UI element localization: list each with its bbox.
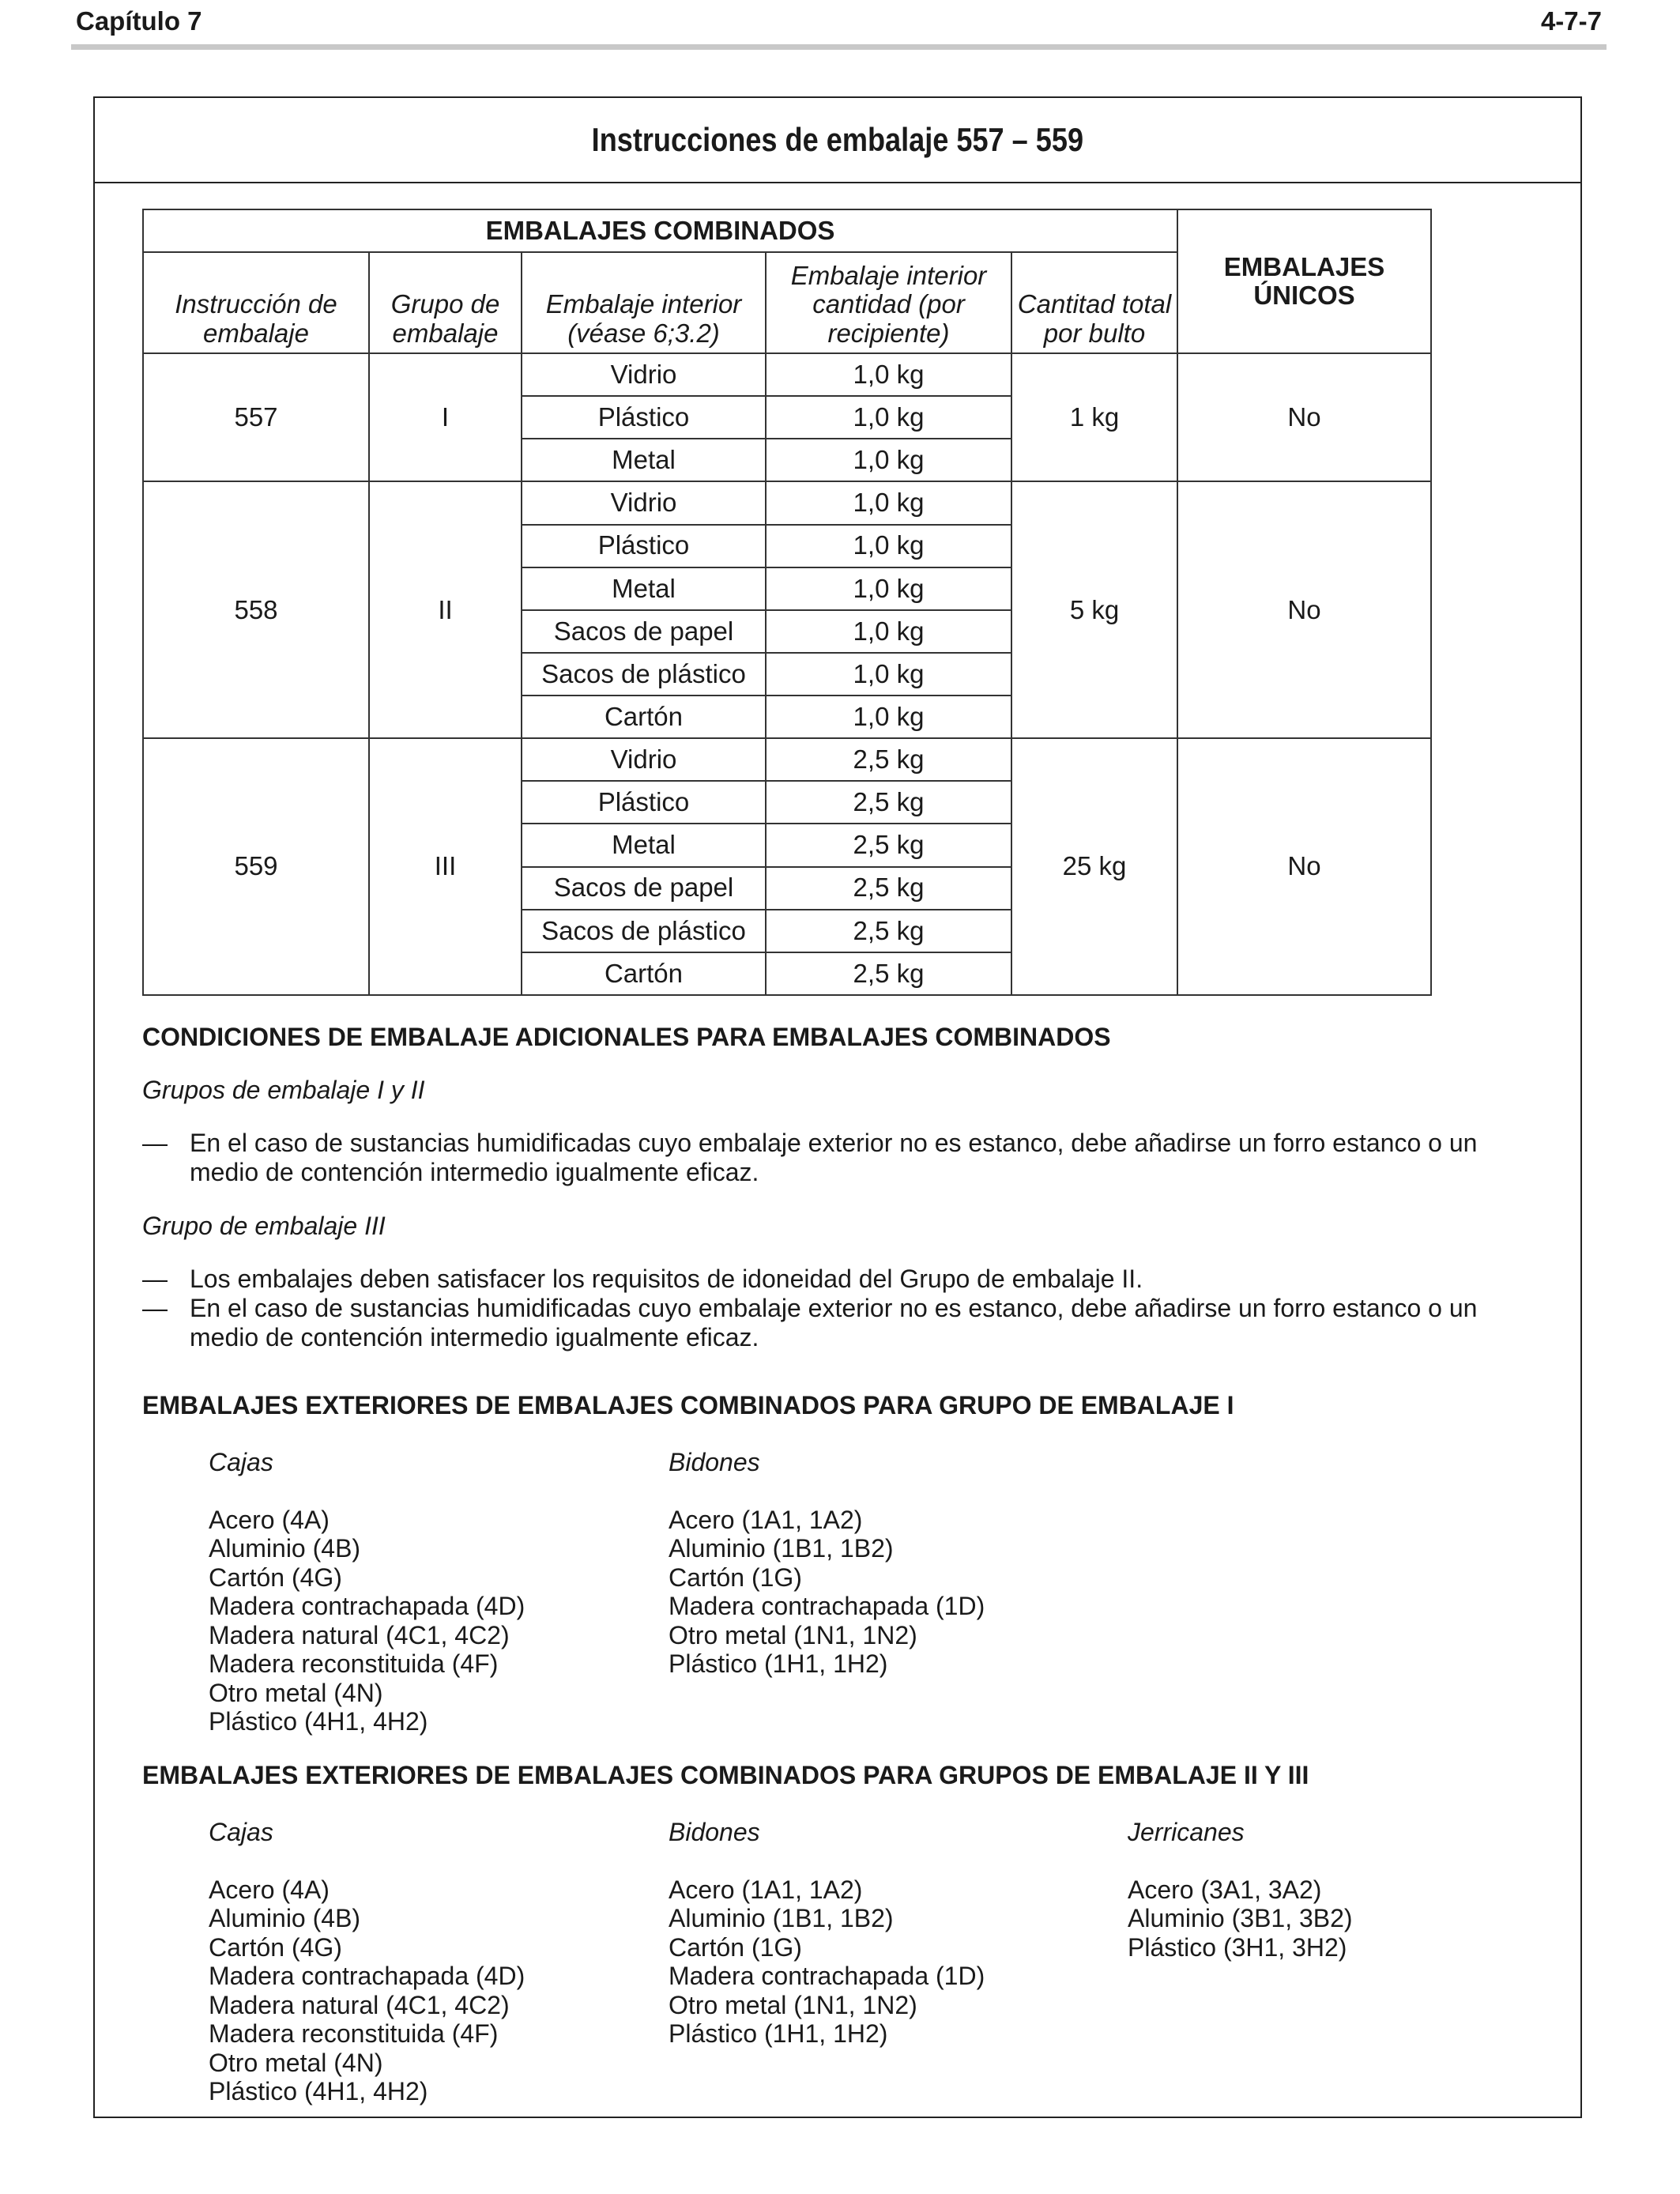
page-header <box>71 6 1607 50</box>
inner-packaging-cell: Vidrio <box>522 481 766 524</box>
packing-instructions-table <box>142 209 1432 996</box>
packaging-item: Madera reconstituida (4F) <box>209 1649 499 1678</box>
outer2-column <box>669 1818 985 2049</box>
title-bar <box>95 98 1580 183</box>
table-row <box>143 481 1431 524</box>
packaging-item: Otro metal (4N) <box>209 1678 383 1707</box>
bullet-text: En el caso de sustancias humidificadas cuyo embalaje exterior no es estanco, debe añadirse un forro estanco o un medio de contención intermedio igualmente eficaz. <box>190 1129 1478 1186</box>
inner-packaging-cell: Metal <box>522 567 766 610</box>
column-heading: Cajas <box>209 1448 273 1476</box>
column-header: Embalaje interior cantidad (por recipiente) <box>766 252 1011 353</box>
column-heading: Jerricanes <box>1128 1818 1245 1846</box>
packaging-item: Otro metal (1N1, 1N2) <box>669 1990 917 2019</box>
conditions-subheading: Grupo de embalaje III <box>142 1212 386 1240</box>
table-row <box>143 353 1431 396</box>
table-row <box>143 738 1431 781</box>
inner-quantity-cell: 1,0 kg <box>766 567 1011 610</box>
single-packaging-cell: No <box>1177 353 1431 481</box>
instruction-cell: 558 <box>143 481 369 738</box>
inner-packaging-cell: Sacos de plástico <box>522 653 766 696</box>
dash-marker: — <box>142 1294 168 1322</box>
total-quantity-cell: 5 kg <box>1011 481 1177 738</box>
packaging-item: Acero (1A1, 1A2) <box>669 1875 863 1904</box>
column-heading: Bidones <box>669 1818 760 1846</box>
packaging-item: Madera reconstituida (4F) <box>209 2019 499 2048</box>
column-header: Instrucción de embalaje <box>143 252 369 353</box>
inner-quantity-cell: 1,0 kg <box>766 439 1011 481</box>
packaging-item: Madera contrachapada (1D) <box>669 1592 985 1620</box>
total-quantity-cell: 1 kg <box>1011 353 1177 481</box>
inner-quantity-cell: 1,0 kg <box>766 396 1011 439</box>
inner-quantity-cell: 2,5 kg <box>766 867 1011 910</box>
chapter-label: Capítulo 7 <box>76 6 202 36</box>
conditions-list <box>142 1265 1549 1352</box>
column-heading: Cajas <box>209 1818 273 1846</box>
inner-quantity-cell: 2,5 kg <box>766 910 1011 952</box>
packaging-item: Cartón (1G) <box>669 1932 802 1962</box>
inner-quantity-cell: 1,0 kg <box>766 610 1011 653</box>
packaging-item: Plástico (4H1, 4H2) <box>209 1707 428 1736</box>
inner-packaging-cell: Metal <box>522 824 766 866</box>
outer1-column <box>669 1448 985 1679</box>
packing-group-cell: I <box>369 353 522 481</box>
packaging-item: Cartón (1G) <box>669 1563 802 1592</box>
bullet-item <box>142 1129 1549 1187</box>
packaging-item: Cartón (4G) <box>209 1563 342 1592</box>
packaging-item: Madera contrachapada (4D) <box>209 1592 525 1620</box>
packaging-item: Plástico (3H1, 3H2) <box>1128 1932 1347 1962</box>
inner-quantity-cell: 1,0 kg <box>766 696 1011 738</box>
inner-packaging-cell: Sacos de papel <box>522 867 766 910</box>
packaging-item: Acero (3A1, 3A2) <box>1128 1875 1322 1904</box>
inner-packaging-cell: Cartón <box>522 952 766 995</box>
packing-group-cell: II <box>369 481 522 738</box>
packaging-item: Otro metal (1N1, 1N2) <box>669 1620 917 1649</box>
packaging-item: Aluminio (1B1, 1B2) <box>669 1904 894 1932</box>
conditions-section <box>142 1023 1549 1352</box>
inner-packaging-cell: Plástico <box>522 396 766 439</box>
inner-packaging-cell: Sacos de papel <box>522 610 766 653</box>
bullet-text: En el caso de sustancias humidificadas cuyo embalaje exterior no es estanco, debe añadirse un forro estanco o un medio de contención intermedio igualmente eficaz. <box>190 1294 1478 1351</box>
inner-packaging-cell: Plástico <box>522 781 766 824</box>
page-title: Instrucciones de embalaje 557 – 559 <box>591 121 1084 158</box>
inner-quantity-cell: 1,0 kg <box>766 481 1011 524</box>
packaging-item: Otro metal (4N) <box>209 2048 383 2077</box>
inner-quantity-cell: 2,5 kg <box>766 738 1011 781</box>
single-packaging-header: EMBALAJES ÚNICOS <box>1177 209 1431 353</box>
packaging-item: Acero (4A) <box>209 1875 330 1904</box>
packaging-item: Acero (4A) <box>209 1505 330 1534</box>
inner-quantity-cell: 1,0 kg <box>766 525 1011 567</box>
outer-packaging-title-group-i: EMBALAJES EXTERIORES DE EMBALAJES COMBINADOS PARA GRUPO DE EMBALAJE I <box>142 1391 1234 1419</box>
column-header: Grupo de embalaje <box>369 252 522 353</box>
inner-quantity-cell: 1,0 kg <box>766 353 1011 396</box>
packaging-item: Plástico (4H1, 4H2) <box>209 2077 428 2105</box>
packaging-item: Madera natural (4C1, 4C2) <box>209 1990 510 2019</box>
packaging-item: Aluminio (3B1, 3B2) <box>1128 1904 1353 1932</box>
conditions-subheading: Grupos de embalaje I y II <box>142 1076 425 1104</box>
outer2-column <box>209 1818 525 2106</box>
inner-quantity-cell: 2,5 kg <box>766 781 1011 824</box>
inner-quantity-cell: 2,5 kg <box>766 824 1011 866</box>
inner-packaging-cell: Plástico <box>522 525 766 567</box>
packaging-item: Aluminio (4B) <box>209 1534 361 1563</box>
inner-quantity-cell: 2,5 kg <box>766 952 1011 995</box>
total-quantity-cell: 25 kg <box>1011 738 1177 995</box>
packaging-item: Madera natural (4C1, 4C2) <box>209 1620 510 1649</box>
dash-marker: — <box>142 1129 168 1157</box>
packaging-item: Madera contrachapada (1D) <box>669 1962 985 1990</box>
table-body <box>143 353 1431 995</box>
column-header: Cantitad total por bulto <box>1011 252 1177 353</box>
instruction-cell: 557 <box>143 353 369 481</box>
page-number: 4-7-7 <box>1540 6 1602 36</box>
bullet-text: Los embalajes deben satisfacer los requisitos de idoneidad del Grupo de embalaje II. <box>190 1265 1143 1293</box>
column-heading: Bidones <box>669 1448 760 1476</box>
instruction-cell: 559 <box>143 738 369 995</box>
inner-packaging-cell: Vidrio <box>522 738 766 781</box>
packaging-item: Cartón (4G) <box>209 1932 342 1962</box>
inner-packaging-cell: Sacos de plástico <box>522 910 766 952</box>
outer1-column <box>209 1448 525 1736</box>
column-header: Embalaje interior (véase 6;3.2) <box>522 252 766 353</box>
single-packaging-cell: No <box>1177 738 1431 995</box>
packaging-item: Aluminio (1B1, 1B2) <box>669 1534 894 1563</box>
packaging-item: Plástico (1H1, 1H2) <box>669 2019 888 2048</box>
packaging-item: Acero (1A1, 1A2) <box>669 1505 863 1534</box>
conditions-list <box>142 1129 1549 1187</box>
bullet-item <box>142 1265 1549 1294</box>
packaging-item: Plástico (1H1, 1H2) <box>669 1649 888 1678</box>
single-packaging-cell: No <box>1177 481 1431 738</box>
packaging-item: Madera contrachapada (4D) <box>209 1962 525 1990</box>
outer-packaging-title-group-ii-iii: EMBALAJES EXTERIORES DE EMBALAJES COMBINADOS PARA GRUPOS DE EMBALAJE II Y III <box>142 1761 1309 1789</box>
outer2-column <box>1128 1818 1353 1962</box>
inner-packaging-cell: Vidrio <box>522 353 766 396</box>
combined-packaging-header: EMBALAJES COMBINADOS <box>143 209 1177 252</box>
dash-marker: — <box>142 1265 168 1293</box>
bullet-item <box>142 1294 1549 1352</box>
inner-packaging-cell: Metal <box>522 439 766 481</box>
conditions-title: CONDICIONES DE EMBALAJE ADICIONALES PARA EMBALAJES COMBINADOS <box>142 1023 1111 1051</box>
packaging-item: Aluminio (4B) <box>209 1904 361 1932</box>
inner-packaging-cell: Cartón <box>522 696 766 738</box>
inner-quantity-cell: 1,0 kg <box>766 653 1011 696</box>
packing-group-cell: III <box>369 738 522 995</box>
